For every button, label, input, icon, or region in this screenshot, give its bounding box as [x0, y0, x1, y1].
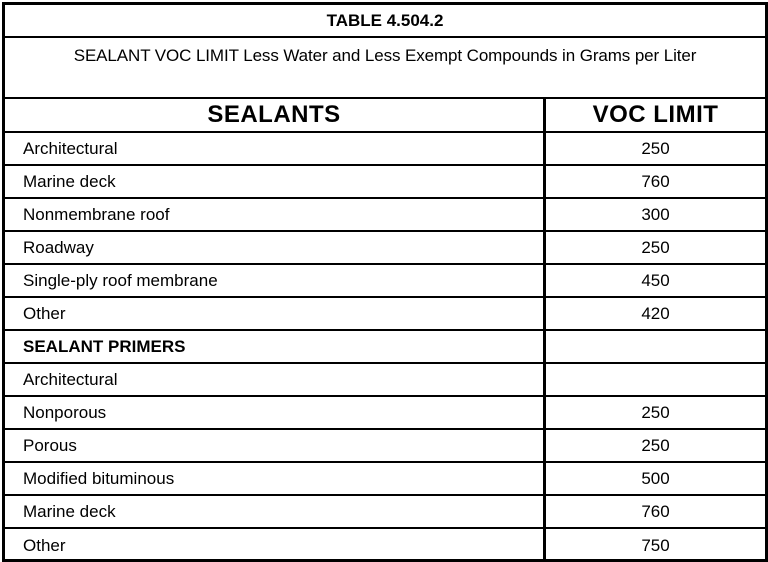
table-title: TABLE 4.504.2 — [326, 11, 444, 30]
row-label: Nonmembrane roof — [5, 199, 546, 230]
table-row — [5, 529, 765, 562]
section-header-row — [5, 331, 765, 364]
row-value — [546, 364, 765, 395]
row-value: 300 — [641, 204, 670, 224]
row-value: 250 — [641, 435, 670, 455]
table-row — [5, 166, 765, 199]
row-value: 500 — [641, 468, 670, 488]
column-header-voc-limit: VOC LIMIT — [592, 101, 719, 128]
table-row — [5, 133, 765, 166]
section-header-sealant-primers: SEALANT PRIMERS — [5, 331, 546, 362]
table-row — [5, 397, 765, 430]
table-subtitle-row — [5, 38, 765, 99]
row-value: 420 — [641, 303, 670, 323]
row-label: Porous — [5, 430, 546, 461]
table-subtitle: SEALANT VOC LIMIT Less Water and Less Exempt Compounds in Grams per Liter — [73, 46, 697, 65]
table-title-row — [5, 5, 765, 38]
row-value: 760 — [641, 501, 670, 521]
table-row — [5, 298, 765, 331]
row-label: Other — [5, 529, 546, 562]
row-label: Roadway — [5, 232, 546, 263]
row-label: Nonporous — [5, 397, 546, 428]
table-row — [5, 199, 765, 232]
row-value — [546, 331, 765, 362]
table-row — [5, 496, 765, 529]
row-value: 250 — [641, 138, 670, 158]
table-row — [5, 265, 765, 298]
column-header-row — [5, 99, 765, 133]
row-value: 250 — [641, 402, 670, 422]
row-label: Architectural — [5, 133, 546, 164]
voc-limit-table — [2, 2, 768, 562]
row-label: Other — [5, 298, 546, 329]
table-row — [5, 364, 765, 397]
table-row — [5, 232, 765, 265]
row-label: Architectural — [5, 364, 546, 395]
row-value: 450 — [641, 270, 670, 290]
table-row — [5, 430, 765, 463]
column-header-sealants: SEALANTS — [5, 99, 546, 131]
row-value: 250 — [641, 237, 670, 257]
row-label: Marine deck — [5, 166, 546, 197]
table-row — [5, 463, 765, 496]
row-value: 750 — [641, 535, 670, 555]
row-label: Single-ply roof membrane — [5, 265, 546, 296]
row-label: Modified bituminous — [5, 463, 546, 494]
row-label: Marine deck — [5, 496, 546, 527]
row-value: 760 — [641, 171, 670, 191]
